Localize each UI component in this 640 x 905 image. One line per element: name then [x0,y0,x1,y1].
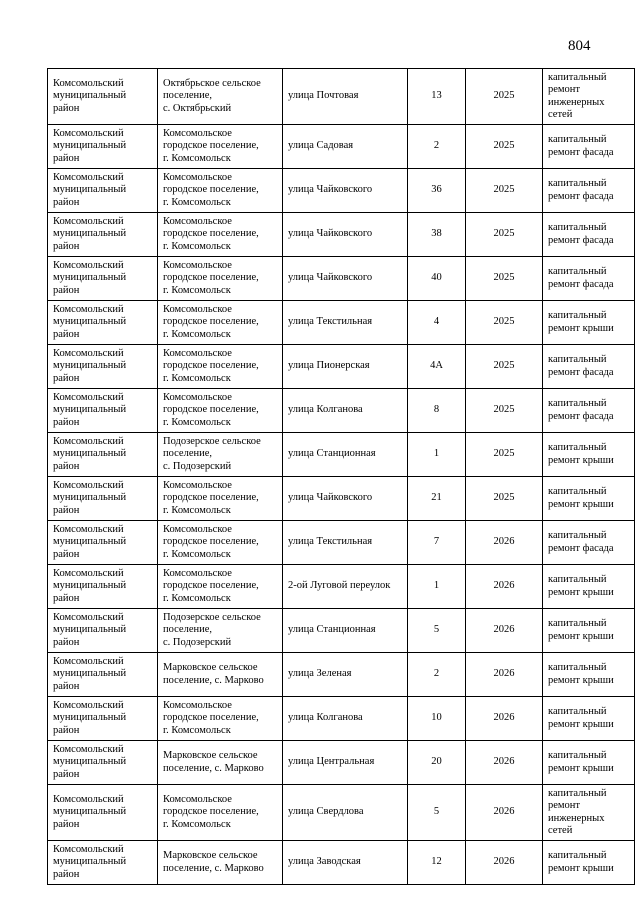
district-cell [48,125,158,169]
work-type-cell-text: капитальный ремонт крыши [548,310,614,334]
work-type-cell-text: капитальный ремонт фасада [548,134,614,158]
work-type-cell-text: капитальный ремонт крыши [548,486,614,510]
settlement-cell [158,257,283,301]
settlement-cell [158,521,283,565]
year-cell [466,433,543,477]
work-type-cell [543,785,635,841]
year-cell-text: 2025 [493,360,515,372]
work-type-cell-text: капитальный ремонт крыши [548,850,614,874]
settlement-cell [158,213,283,257]
year-cell-text: 2026 [493,580,515,592]
work-type-cell-text: капитальный ремонт крыши [548,442,614,466]
table-row [48,521,635,565]
street-cell-text: 2-ой Луговой переулок [288,580,391,592]
street-cell-text: улица Колганова [288,712,363,724]
settlement-cell-text: Комсомольское городское поселение, г. Комсомольск [163,793,259,830]
street-cell-text: улица Чайковского [288,184,373,196]
district-cell-text: Комсомольский муниципальный район [53,793,127,830]
table-row [48,653,635,697]
district-cell [48,433,158,477]
work-type-cell-text: капитальный ремонт фасада [548,178,614,202]
house-number-cell-text: 12 [431,856,442,868]
district-cell [48,521,158,565]
settlement-cell [158,389,283,433]
street-cell [283,785,408,841]
year-cell-text: 2025 [493,316,515,328]
district-cell [48,257,158,301]
work-type-cell [543,741,635,785]
settlement-cell [158,477,283,521]
work-type-cell [543,301,635,345]
table-row [48,345,635,389]
house-number-cell-text: 1 [433,580,440,592]
house-number-cell-text: 7 [433,536,440,548]
year-cell [466,125,543,169]
district-cell [48,653,158,697]
work-type-cell [543,565,635,609]
settlement-cell-text: Комсомольское городское поселение, г. Комсомольск [163,391,259,428]
work-type-cell [543,477,635,521]
table-row [48,125,635,169]
house-number-cell-text: 4 [433,316,440,328]
house-number-cell-text: 10 [431,712,442,724]
year-cell [466,477,543,521]
house-number-cell [408,609,466,653]
work-type-cell [543,169,635,213]
settlement-cell [158,785,283,841]
house-number-cell [408,213,466,257]
house-number-cell [408,345,466,389]
year-cell-text: 2026 [493,624,515,636]
work-type-cell [543,653,635,697]
street-cell [283,521,408,565]
settlement-cell [158,741,283,785]
work-type-cell-text: капитальный ремонт крыши [548,618,614,642]
year-cell-text: 2026 [493,536,515,548]
district-cell-text: Комсомольский муниципальный район [53,743,127,780]
street-cell [283,125,408,169]
year-cell-text: 2025 [493,272,515,284]
district-cell [48,697,158,741]
district-cell [48,389,158,433]
house-number-cell-text: 1 [433,448,440,460]
settlement-cell [158,609,283,653]
house-number-cell [408,653,466,697]
work-type-cell-text: капитальный ремонт крыши [548,574,614,598]
year-cell [466,257,543,301]
house-number-cell [408,69,466,125]
house-number-cell [408,521,466,565]
year-cell [466,785,543,841]
table-row [48,609,635,653]
table-row [48,213,635,257]
house-number-cell-text: 40 [431,272,442,284]
settlement-cell-text: Марковское сельское поселение, с. Марково [163,850,264,874]
work-type-cell-text: капитальный ремонт инженерных сетей [548,71,607,120]
settlement-cell-text: Марковское сельское поселение, с. Марково [163,750,264,774]
house-number-cell-text: 4А [430,360,443,372]
year-cell-text: 2025 [493,404,515,416]
district-cell [48,477,158,521]
work-type-cell [543,125,635,169]
work-type-cell-text: капитальный ремонт фасада [548,398,614,422]
settlement-cell-text: Комсомольское городское поселение, г. Комсомольск [163,567,259,604]
street-cell [283,213,408,257]
house-number-cell-text: 5 [433,806,440,818]
year-cell-text: 2025 [493,228,515,240]
table-row [48,741,635,785]
house-number-cell-text: 21 [431,492,442,504]
year-cell [466,565,543,609]
table-row [48,169,635,213]
district-cell-text: Комсомольский муниципальный район [53,303,127,340]
district-cell-text: Комсомольский муниципальный район [53,479,127,516]
district-cell-text: Комсомольский муниципальный район [53,127,127,164]
year-cell [466,697,543,741]
year-cell [466,213,543,257]
house-number-cell [408,741,466,785]
house-number-cell-text: 38 [431,228,442,240]
street-cell-text: улица Станционная [288,624,376,636]
house-number-cell-text: 36 [431,184,442,196]
work-type-cell [543,213,635,257]
table-row [48,433,635,477]
settlement-cell-text: Комсомольское городское поселение, г. Комсомольск [163,303,259,340]
year-cell [466,609,543,653]
settlement-cell-text: Октябрьское сельское поселение, с. Октябрьский [163,77,261,114]
district-cell-text: Комсомольский муниципальный район [53,523,127,560]
street-cell [283,841,408,885]
street-cell-text: улица Чайковского [288,228,373,240]
district-cell-text: Комсомольский муниципальный район [53,215,127,252]
table-row [48,841,635,885]
district-cell-text: Комсомольский муниципальный район [53,391,127,428]
settlement-cell [158,565,283,609]
work-type-cell-text: капитальный ремонт инженерных сетей [548,787,607,836]
house-number-cell [408,565,466,609]
year-cell-text: 2026 [493,756,515,768]
table-row [48,565,635,609]
page-number: 804 [568,38,591,54]
house-number-cell [408,477,466,521]
work-type-cell [543,257,635,301]
district-cell [48,785,158,841]
settlement-cell [158,301,283,345]
district-cell [48,565,158,609]
settlement-cell-text: Комсомольское городское поселение, г. Комсомольск [163,479,259,516]
year-cell [466,69,543,125]
settlement-cell-text: Комсомольское городское поселение, г. Комсомольск [163,699,259,736]
work-type-cell [543,389,635,433]
district-cell [48,841,158,885]
street-cell [283,169,408,213]
house-number-cell-text: 2 [433,140,440,152]
settlement-cell-text: Комсомольское городское поселение, г. Комсомольск [163,171,259,208]
work-type-cell [543,433,635,477]
table-row [48,477,635,521]
year-cell [466,521,543,565]
work-type-cell [543,609,635,653]
street-cell [283,69,408,125]
house-number-cell-text: 2 [433,668,440,680]
district-cell [48,213,158,257]
house-number-cell [408,257,466,301]
table-row [48,785,635,841]
year-cell-text: 2025 [493,448,515,460]
house-number-cell [408,841,466,885]
settlement-cell [158,841,283,885]
street-cell-text: улица Свердлова [288,806,364,818]
street-cell [283,609,408,653]
year-cell-text: 2026 [493,856,515,868]
street-cell-text: улица Центральная [288,756,375,768]
year-cell [466,169,543,213]
table-row [48,389,635,433]
house-number-cell-text: 13 [431,90,442,102]
work-type-cell-text: капитальный ремонт фасада [548,530,614,554]
settlement-cell-text: Комсомольское городское поселение, г. Комсомольск [163,259,259,296]
district-cell-text: Комсомольский муниципальный район [53,171,127,208]
district-cell-text: Комсомольский муниципальный район [53,259,127,296]
settlement-cell [158,697,283,741]
street-cell-text: улица Заводская [288,856,361,868]
house-number-cell-text: 20 [431,756,442,768]
year-cell [466,741,543,785]
year-cell [466,653,543,697]
street-cell [283,477,408,521]
street-cell-text: улица Зеленая [288,668,352,680]
house-number-cell [408,389,466,433]
street-cell-text: улица Чайковского [288,492,373,504]
year-cell [466,345,543,389]
year-cell [466,841,543,885]
settlement-cell-text: Комсомольское городское поселение, г. Комсомольск [163,523,259,560]
table-body [48,69,635,885]
street-cell-text: улица Чайковского [288,272,373,284]
work-type-cell-text: капитальный ремонт фасада [548,222,614,246]
district-cell-text: Комсомольский муниципальный район [53,611,127,648]
street-cell [283,433,408,477]
repair-schedule-table [47,68,635,885]
settlement-cell-text: Комсомольское городское поселение, г. Комсомольск [163,347,259,384]
house-number-cell [408,433,466,477]
work-type-cell-text: капитальный ремонт фасада [548,354,614,378]
year-cell-text: 2025 [493,90,515,102]
district-cell [48,741,158,785]
district-cell [48,345,158,389]
street-cell-text: улица Текстильная [288,316,373,328]
district-cell-text: Комсомольский муниципальный район [53,699,127,736]
year-cell-text: 2026 [493,712,515,724]
street-cell-text: улица Колганова [288,404,363,416]
work-type-cell-text: капитальный ремонт крыши [548,662,614,686]
settlement-cell [158,433,283,477]
district-cell [48,169,158,213]
street-cell [283,301,408,345]
district-cell [48,301,158,345]
settlement-cell-text: Комсомольское городское поселение, г. Комсомольск [163,215,259,252]
table-row [48,301,635,345]
district-cell-text: Комсомольский муниципальный район [53,567,127,604]
work-type-cell [543,841,635,885]
house-number-cell [408,301,466,345]
work-type-cell [543,345,635,389]
settlement-cell [158,169,283,213]
district-cell-text: Комсомольский муниципальный район [53,347,127,384]
house-number-cell [408,169,466,213]
year-cell-text: 2026 [493,668,515,680]
district-cell-text: Комсомольский муниципальный район [53,843,127,880]
settlement-cell [158,125,283,169]
house-number-cell [408,785,466,841]
year-cell-text: 2026 [493,806,515,818]
house-number-cell-text: 5 [433,624,440,636]
street-cell-text: улица Станционная [288,448,376,460]
work-type-cell [543,697,635,741]
street-cell [283,257,408,301]
table-row [48,697,635,741]
street-cell-text: улица Текстильная [288,536,373,548]
street-cell-text: улица Садовая [288,140,354,152]
street-cell [283,565,408,609]
street-cell [283,653,408,697]
street-cell [283,389,408,433]
district-cell-text: Комсомольский муниципальный район [53,655,127,692]
table-row [48,69,635,125]
work-type-cell-text: капитальный ремонт крыши [548,750,614,774]
district-cell [48,69,158,125]
work-type-cell-text: капитальный ремонт фасада [548,266,614,290]
house-number-cell-text: 8 [433,404,440,416]
table-row [48,257,635,301]
settlement-cell [158,345,283,389]
year-cell [466,389,543,433]
house-number-cell [408,125,466,169]
street-cell-text: улица Пионерская [288,360,370,372]
year-cell-text: 2025 [493,492,515,504]
settlement-cell [158,653,283,697]
street-cell [283,697,408,741]
district-cell-text: Комсомольский муниципальный район [53,77,127,114]
year-cell-text: 2025 [493,184,515,196]
settlement-cell-text: Подозерское сельское поселение, с. Подозерский [163,611,261,648]
settlement-cell-text: Марковское сельское поселение, с. Марково [163,662,264,686]
street-cell [283,741,408,785]
district-cell-text: Комсомольский муниципальный район [53,435,127,472]
settlement-cell-text: Комсомольское городское поселение, г. Комсомольск [163,127,259,164]
work-type-cell [543,69,635,125]
street-cell [283,345,408,389]
settlement-cell [158,69,283,125]
work-type-cell [543,521,635,565]
district-cell [48,609,158,653]
work-type-cell-text: капитальный ремонт крыши [548,706,614,730]
year-cell-text: 2025 [493,140,515,152]
year-cell [466,301,543,345]
house-number-cell [408,697,466,741]
settlement-cell-text: Подозерское сельское поселение, с. Подозерский [163,435,261,472]
street-cell-text: улица Почтовая [288,90,359,102]
